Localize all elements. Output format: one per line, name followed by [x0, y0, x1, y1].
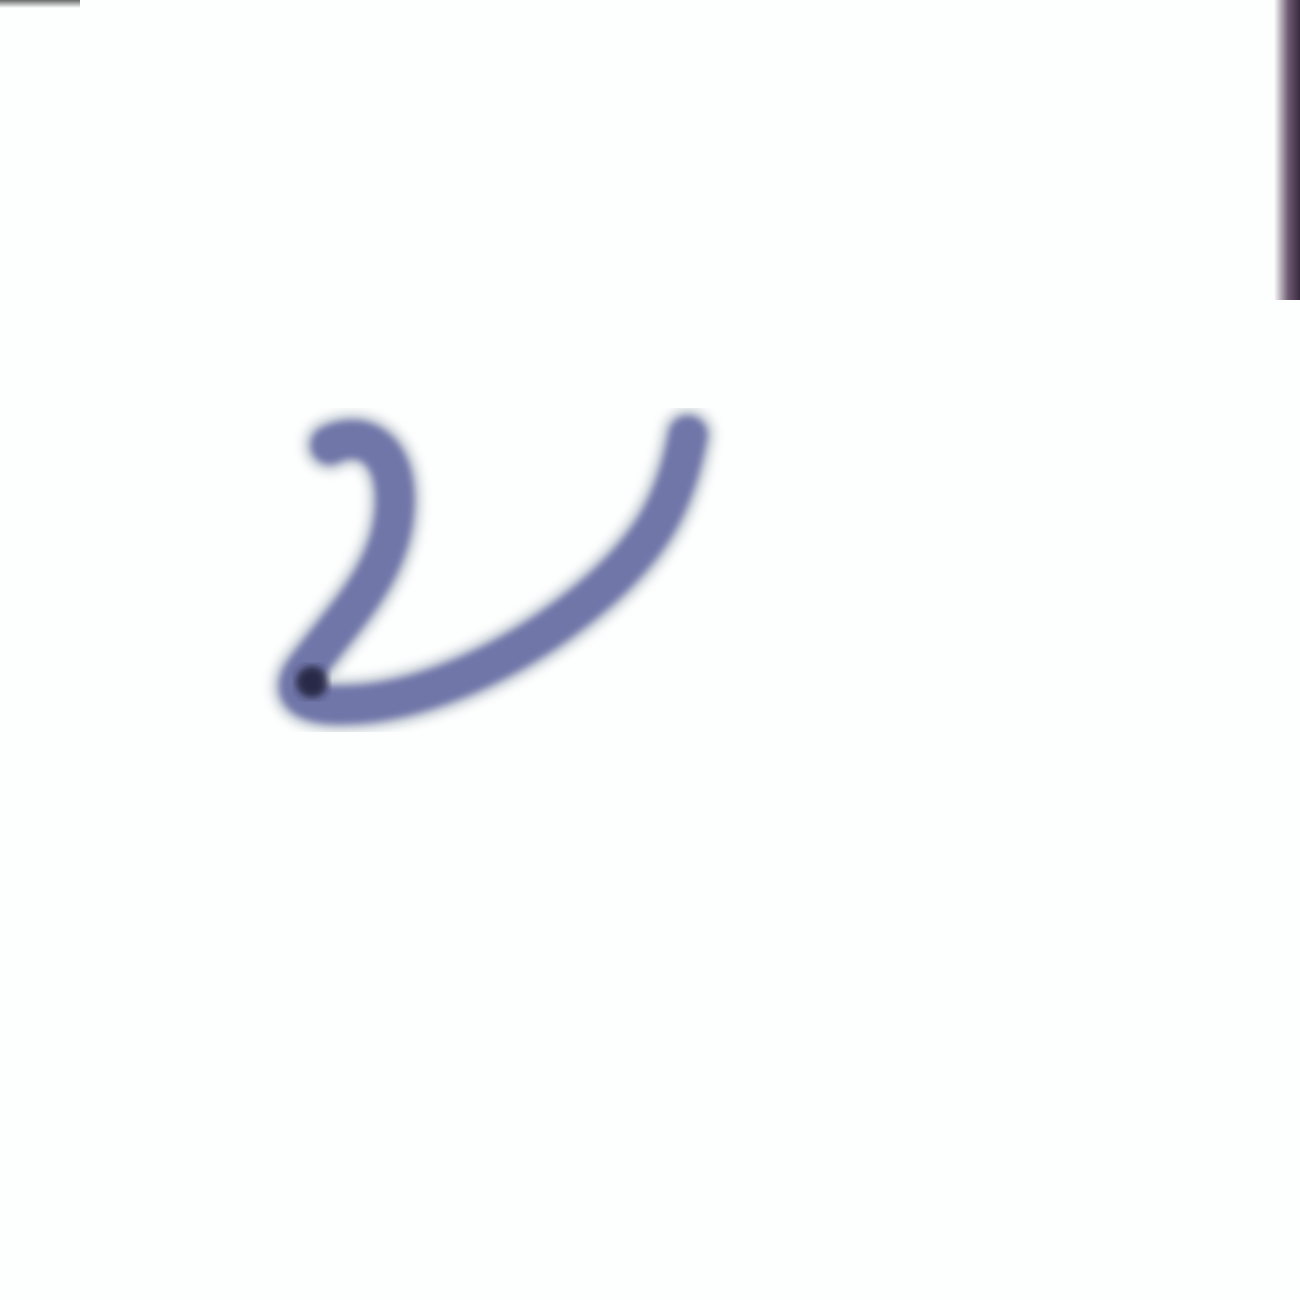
ink-blot: [296, 666, 328, 698]
ink-stroke: [298, 435, 688, 705]
